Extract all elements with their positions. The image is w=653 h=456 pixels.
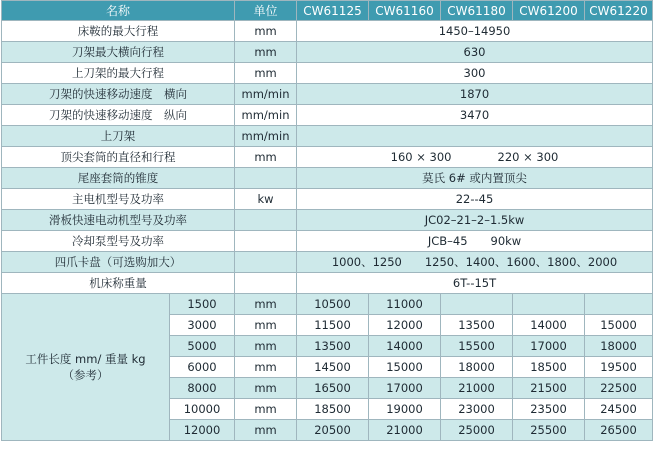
weight-value: 20500 [297,420,369,441]
weight-value: 14500 [297,357,369,378]
weight-label-line1: 工件长度 mm/ 重量 kg [25,352,146,366]
weight-value: 21500 [513,378,585,399]
weight-value: 25000 [441,420,513,441]
spec-unit [235,273,297,294]
weight-value: 23000 [441,399,513,420]
weight-value: 23500 [513,399,585,420]
weight-unit: mm [235,357,297,378]
weight-value: 22500 [585,378,653,399]
header-name: 名称 [2,1,235,21]
spec-name: 主电机型号及功率 [2,189,235,210]
spec-unit: kw [235,189,297,210]
spec-row [2,42,653,63]
spec-unit: mm/min [235,84,297,105]
spec-unit: mm/min [235,126,297,147]
weight-value: 18500 [297,399,369,420]
weight-row [2,294,653,315]
header-row [2,1,653,21]
weight-length: 12000 [170,420,235,441]
weight-length: 6000 [170,357,235,378]
spec-name: 滑板快速电动机型号及功率 [2,210,235,231]
weight-value: 13500 [441,315,513,336]
header-model-1: CW61125 [297,1,369,21]
weight-value: 19500 [585,357,653,378]
header-unit: 单位 [235,1,297,21]
spec-unit [235,231,297,252]
spec-value: JC02–21–2–1.5kw [297,210,653,231]
weight-length: 1500 [170,294,235,315]
spec-unit [235,210,297,231]
spec-row [2,126,653,147]
spec-unit: mm [235,21,297,42]
spec-unit [235,168,297,189]
spec-name: 顶尖套筒的直径和行程 [2,147,235,168]
weight-unit: mm [235,294,297,315]
spec-value: 22--45 [297,189,653,210]
weight-value: 19000 [369,399,441,420]
weight-value: 15500 [441,336,513,357]
weight-length: 5000 [170,336,235,357]
weight-value: 26500 [585,420,653,441]
weight-value: 15000 [369,357,441,378]
weight-value: 11000 [369,294,441,315]
spec-unit: mm [235,63,297,84]
weight-value: 25500 [513,420,585,441]
spec-row [2,168,653,189]
spec-row [2,147,653,168]
weight-unit: mm [235,315,297,336]
weight-value: 15000 [585,315,653,336]
spec-value: 300 [297,63,653,84]
weight-value: 18000 [441,357,513,378]
spec-name: 上刀架 [2,126,235,147]
weight-value: 18000 [585,336,653,357]
weight-value: 14000 [369,336,441,357]
spec-value: 1000、1250 1250、1400、1600、1800、2000 [297,252,653,273]
weight-length: 3000 [170,315,235,336]
spec-name: 刀架的快速移动速度 纵向 [2,105,235,126]
spec-row [2,189,653,210]
spec-row [2,273,653,294]
spec-value: 莫氏 6# 或内置顶尖 [297,168,653,189]
weight-value: 10500 [297,294,369,315]
spec-name: 尾座套筒的锥度 [2,168,235,189]
spec-name: 上刀架的最大行程 [2,63,235,84]
spec-row [2,231,653,252]
spec-name: 四爪卡盘（可选购加大） [2,252,235,273]
weight-value: 24500 [585,399,653,420]
spec-name: 刀架的快速移动速度 横向 [2,84,235,105]
weight-value: 21000 [441,378,513,399]
spec-name: 刀架最大横向行程 [2,42,235,63]
weight-length: 8000 [170,378,235,399]
spec-unit [235,252,297,273]
weight-unit: mm [235,378,297,399]
weight-label-line2: （参考） [62,368,109,382]
spec-value: 1450–14950 [297,21,653,42]
weight-value: 16500 [297,378,369,399]
spec-value [297,126,653,147]
spec-value: 160 × 300 220 × 300 [297,147,653,168]
spec-value: 630 [297,42,653,63]
weight-value: 13500 [297,336,369,357]
spec-value: 3470 [297,105,653,126]
weight-value: 17000 [513,336,585,357]
weight-value: 12000 [369,315,441,336]
spec-name: 冷却泵型号及功率 [2,231,235,252]
weight-length: 10000 [170,399,235,420]
weight-value: 14000 [513,315,585,336]
spec-row [2,210,653,231]
weight-value: 17000 [369,378,441,399]
spec-name: 床鞍的最大行程 [2,21,235,42]
spec-row [2,21,653,42]
weight-value [513,294,585,315]
header-model-5: CW61220 [585,1,653,21]
weight-section-label [2,294,170,441]
spec-row [2,252,653,273]
weight-value: 18500 [513,357,585,378]
spec-value: 1870 [297,84,653,105]
weight-unit: mm [235,336,297,357]
spec-row [2,84,653,105]
weight-value [585,294,653,315]
spec-name: 机床称重量 [2,273,235,294]
spec-value: 6T--15T [297,273,653,294]
header-model-2: CW61160 [369,1,441,21]
spec-table [1,0,653,441]
header-model-4: CW61200 [513,1,585,21]
spec-unit: mm/min [235,105,297,126]
weight-value [441,294,513,315]
weight-unit: mm [235,399,297,420]
weight-value: 11500 [297,315,369,336]
weight-unit: mm [235,420,297,441]
spec-value: JCB–45 90kw [297,231,653,252]
header-model-3: CW61180 [441,1,513,21]
spec-row [2,63,653,84]
spec-row [2,105,653,126]
spec-unit: mm [235,42,297,63]
spec-unit: mm [235,147,297,168]
weight-value: 21000 [369,420,441,441]
